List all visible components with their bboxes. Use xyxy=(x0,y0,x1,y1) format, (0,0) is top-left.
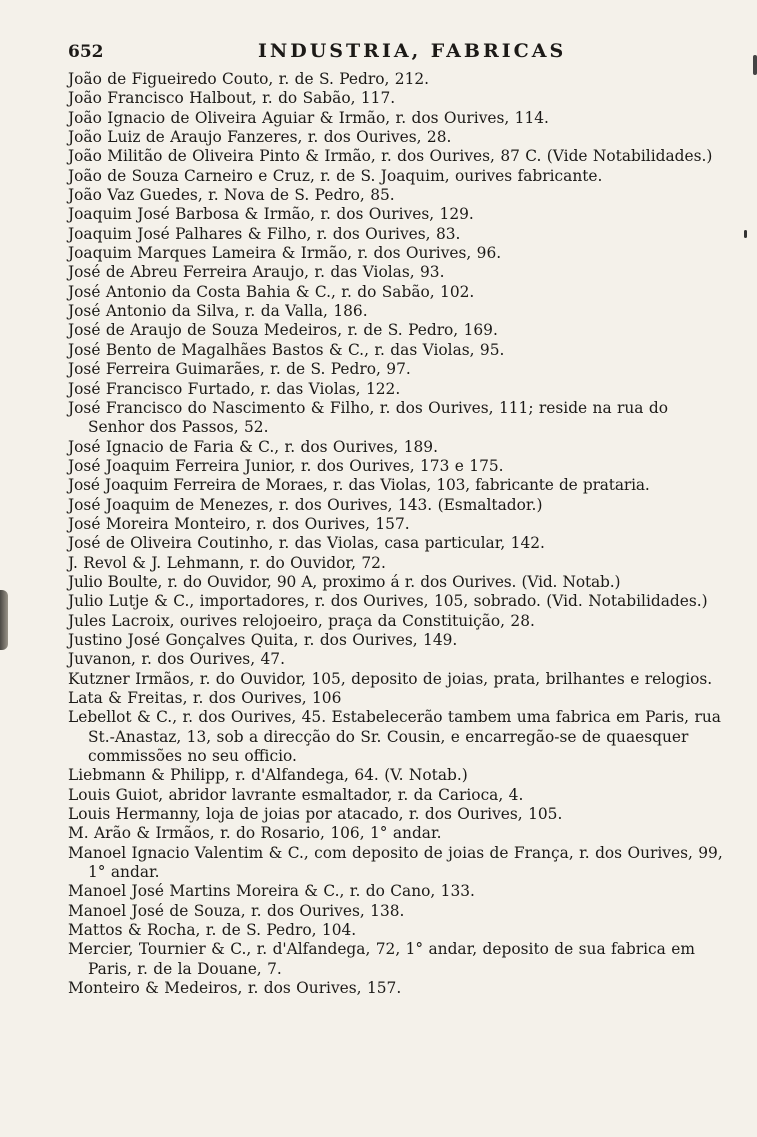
binding-shadow xyxy=(0,590,8,650)
list-item: Julio Boulte, r. do Ouvidor, 90 A, proximo á r. dos Ourives. (Vid. Notab.) xyxy=(68,572,621,591)
list-item: João de Figueiredo Couto, r. de S. Pedro, 212. xyxy=(68,70,430,88)
list-item: Kutzner Irmãos, r. do Ouvidor, 105, deposito de joias, prata, brilhantes e relogios. xyxy=(68,669,713,688)
list-item: Manoel José de Souza, r. dos Ourives, 138. xyxy=(68,901,405,920)
list-item: Mercier, Tournier & C., r. d'Alfandega, 72, 1° andar, deposito de sua fabrica em Paris, r. de la Douane, 7. xyxy=(68,940,695,978)
list-item: José Ignacio de Faria & C., r. dos Ourives, 189. xyxy=(68,437,438,456)
list-item: José Joaquim de Menezes, r. dos Ourives, 143. (Esmaltador.) xyxy=(68,495,543,514)
running-title: INDUSTRIA, FABRICAS xyxy=(258,40,567,62)
list-item: José Antonio da Costa Bahia & C., r. do Sabão, 102. xyxy=(68,282,475,301)
list-item: Jules Lacroix, ourives relojoeiro, praça da Constituição, 28. xyxy=(68,611,535,630)
page-number: 652 xyxy=(68,42,104,62)
list-item: José Bento de Magalhães Bastos & C., r. das Violas, 95. xyxy=(68,340,505,359)
list-item: José Francisco do Nascimento & Filho, r. dos Ourives, 111; reside na rua do Senhor dos Passos, 52. xyxy=(68,398,668,437)
list-item: José Joaquim Ferreira Junior, r. dos Ourives, 173 e 175. xyxy=(68,456,504,475)
list-item: João de Souza Carneiro e Cruz, r. de S. Joaquim, ourives fabricante. xyxy=(68,166,603,185)
list-item: Joaquim José Palhares & Filho, r. dos Ourives, 83. xyxy=(68,224,461,243)
list-item: Manoel José Martins Moreira & C., r. do Cano, 133. xyxy=(68,882,475,901)
list-item: Louis Hermanny, loja de joias por atacado, r. dos Ourives, 105. xyxy=(68,805,563,824)
list-item: Mattos & Rocha, r. de S. Pedro, 104. xyxy=(68,921,357,940)
list-item: Lebellot & C., r. dos Ourives, 45. Estabelecerão tambem uma fabrica em Paris, rua St.-Anastaz, 13, sob a direcção do Sr. Cousin, e encarregão-se de quaesquer commissões no seu officio. xyxy=(68,708,721,766)
list-item: José Joaquim Ferreira de Moraes, r. das Violas, 103, fabricante de prataria. xyxy=(68,476,650,495)
list-item: José de Araujo de Souza Medeiros, r. de S. Pedro, 169. xyxy=(68,321,498,340)
list-item: Liebmann & Philipp, r. d'Alfandega, 64. (V. Notab.) xyxy=(68,766,468,785)
list-item: Monteiro & Medeiros, r. dos Ourives, 157. xyxy=(68,979,402,998)
list-item: Justino José Gonçalves Quita, r. dos Ourives, 149. xyxy=(68,630,458,649)
list-item: José de Abreu Ferreira Araujo, r. das Violas, 93. xyxy=(68,263,445,282)
list-item: José Antonio da Silva, r. da Valla, 186. xyxy=(68,302,368,321)
list-item: João Luiz de Araujo Fanzeres, r. dos Ourives, 28. xyxy=(68,128,452,147)
list-item: Joaquim José Barbosa & Irmão, r. dos Ourives, 129. xyxy=(68,205,474,224)
list-item: Lata & Freitas, r. dos Ourives, 106 xyxy=(68,689,342,707)
list-item: Julio Lutje & C., importadores, r. dos Ourives, 105, sobrado. (Vid. Notabilidades.) xyxy=(68,592,708,611)
list-item: João Francisco Halbout, r. do Sabão, 117. xyxy=(68,89,396,108)
list-item: José Francisco Furtado, r. das Violas, 122. xyxy=(68,379,401,398)
page-header xyxy=(68,38,728,68)
page-edge-mark xyxy=(753,55,757,75)
list-item: Louis Guiot, abridor lavrante esmaltador, r. da Carioca, 4. xyxy=(68,785,524,804)
list-item: Manoel Ignacio Valentim & C., com deposito de joias de França, r. dos Ourives, 99, 1° andar. xyxy=(68,843,723,882)
list-item: J. Revol & J. Lehmann, r. do Ouvidor, 72. xyxy=(68,553,386,572)
list-item: José de Oliveira Coutinho, r. das Violas, casa particular, 142. xyxy=(68,534,545,553)
list-item: José Moreira Monteiro, r. dos Ourives, 157. xyxy=(68,514,410,533)
list-item: João Vaz Guedes, r. Nova de S. Pedro, 85. xyxy=(68,186,395,205)
list-item: João Militão de Oliveira Pinto & Irmão, r. dos Ourives, 87 C. (Vide Notabilidades.) xyxy=(68,147,713,166)
list-item: M. Arão & Irmãos, r. do Rosario, 106, 1° andar. xyxy=(68,824,442,843)
list-item: Joaquim Marques Lameira & Irmão, r. dos Ourives, 96. xyxy=(68,244,502,263)
directory-list xyxy=(68,70,723,999)
list-item: João Ignacio de Oliveira Aguiar & Irmão, r. dos Ourives, 114. xyxy=(68,108,549,127)
page-edge-mark xyxy=(744,230,747,238)
list-item: José Ferreira Guimarães, r. de S. Pedro, 97. xyxy=(68,360,411,379)
list-item: Juvanon, r. dos Ourives, 47. xyxy=(68,650,285,669)
